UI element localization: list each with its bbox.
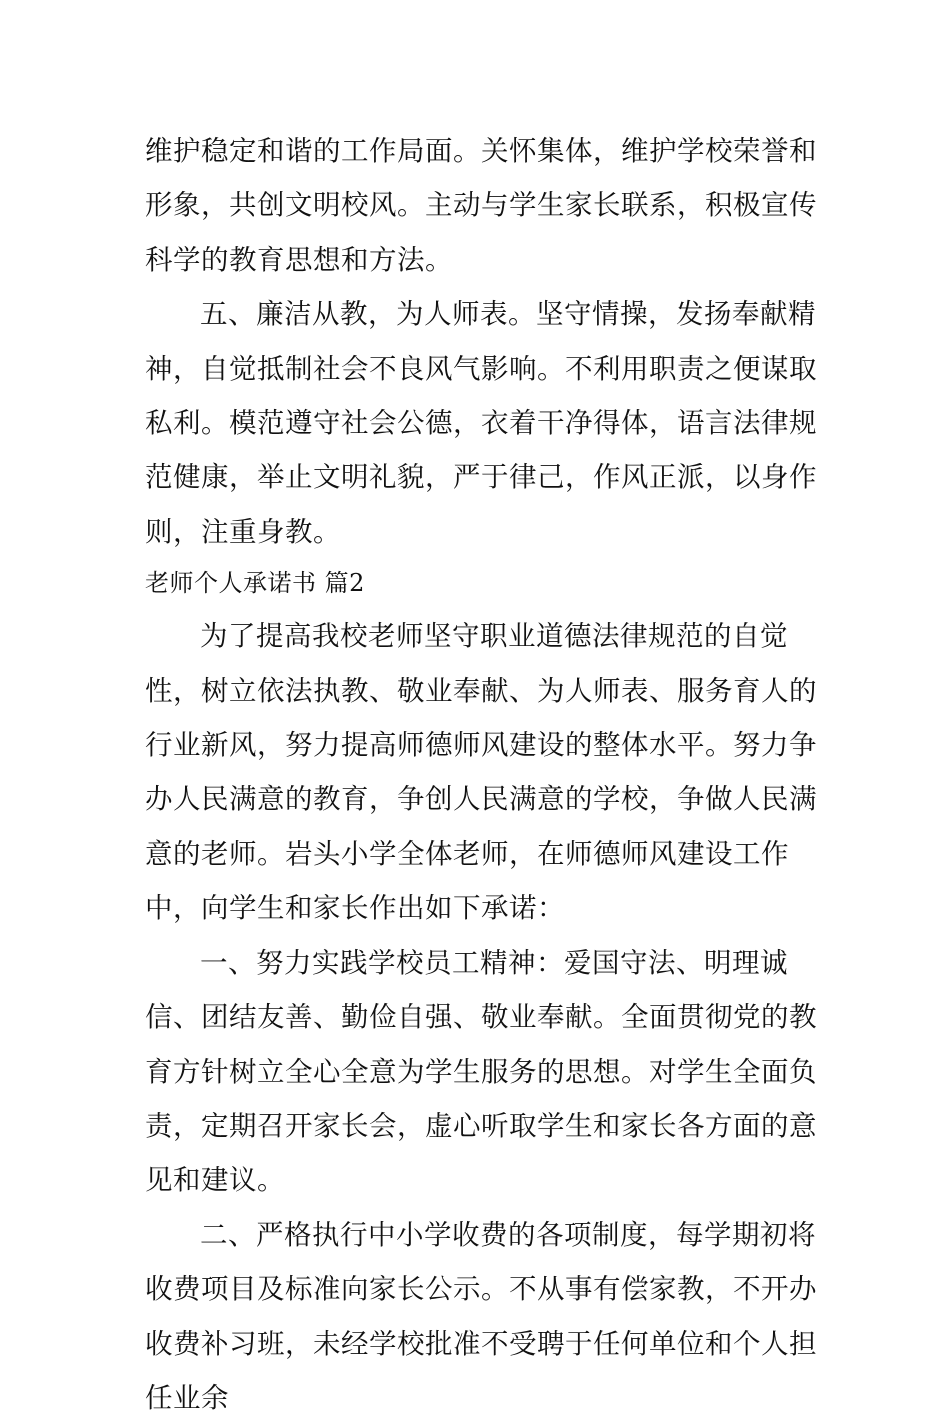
paragraph-continuation: 维护稳定和谐的工作局面。关怀集体，维护学校荣誉和形象，共创文明校风。主动与学生家长联系，积极宣传科学的教育思想和方法。 <box>145 135 817 276</box>
section-heading: 老师个人承诺书 篇2 <box>145 569 365 598</box>
paragraph-intro: 为了提高我校老师坚守职业道德法律规范的自觉性，树立依法执教、敬业奉献、为人师表、服务育人的行业新风，努力提高师德师风建设的整体水平。努力争办人民满意的教育，争创人民满意的学校，争做人民满意的老师。岩头小学全体老师，在师德师风建设工作中，向学生和家长作出如下承诺： <box>145 620 817 925</box>
document-body <box>145 124 817 1425</box>
paragraph-five: 五、廉洁从教，为人师表。坚守情操，发扬奉献精神，自觉抵制社会不良风气影响。不利用职责之便谋取私利。模范遵守社会公德，衣着干净得体，语言法律规范健康，举止文明礼貌，严于律己，作风正派，以身作则，注重身教。 <box>145 298 817 548</box>
paragraph-two: 二、严格执行中小学收费的各项制度，每学期初将收费项目及标准向家长公示。不从事有偿家教，不开办收费补习班，未经学校批准不受聘于任何单位和个人担任业余 <box>145 1218 817 1414</box>
paragraph-one: 一、努力实践学校员工精神：爱国守法、明理诚信、团结友善、勤俭自强、敬业奉献。全面贯彻党的教育方针树立全心全意为学生服务的思想。对学生全面负责，定期召开家长会，虚心听取学生和家长各方面的意见和建议。 <box>145 946 817 1197</box>
